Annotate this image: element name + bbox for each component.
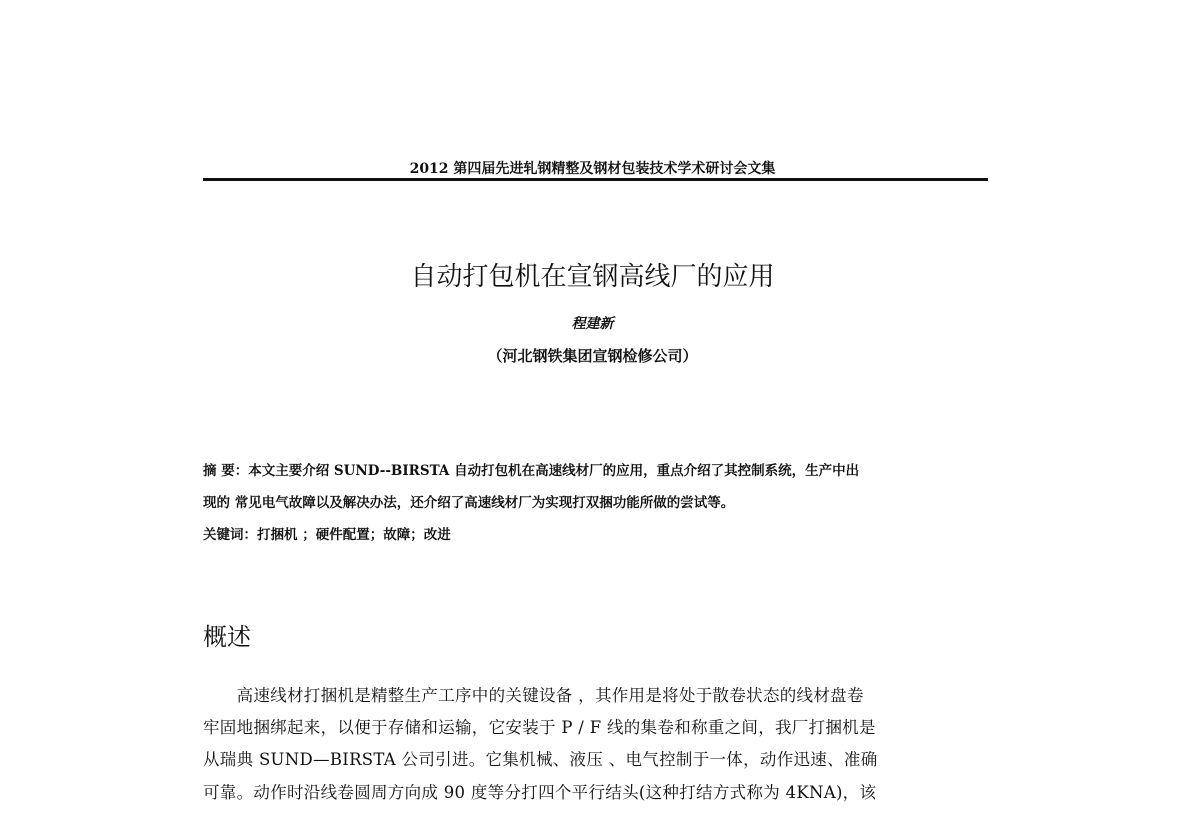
abstract-text: 本文主要介绍 SUND--BIRSTA 自动打包机在高速线材厂的应用，重点介绍了其控制系统，生产中出 (248, 463, 860, 479)
keywords (203, 523, 451, 543)
keywords-label: 关键词： (203, 527, 257, 543)
author: 程建新 (571, 316, 614, 332)
abstract-line-1 (203, 459, 859, 479)
header-rule (203, 178, 988, 181)
keywords-text: 打捆机 ；硬件配置；故障；改进 (257, 527, 451, 543)
body-line: 从瑞典 SUND—BIRSTA 公司引进。它集机械、液压 、电气控制于一体，动作迅速、准确 (203, 750, 878, 769)
abstract-label: 摘 要： (203, 463, 249, 479)
body-line: 高速线材打捆机是精整生产工序中的关键设备 ，其作用是将处于散卷状态的线材盘卷 (203, 686, 864, 705)
affiliation: （河北钢铁集团宣钢检修公司） (487, 347, 698, 365)
paper-title: 自动打包机在宣钢高线厂的应用 (410, 262, 775, 292)
abstract-line-2: 现的 常见电气故障以及解决办法，还介绍了高速线材厂为实现打双捆功能所做的尝试等。 (203, 495, 735, 511)
body-line: 可靠。动作时沿线卷圆周方向成 90 度等分打四个平行结头(这种打结方式称为 4KNA)，该 (203, 783, 877, 802)
section-heading: 概述 (203, 623, 251, 651)
running-header: 2012 第四届先进轧钢精整及钢材包装技术学术研讨会文集 (409, 161, 776, 177)
body-line: 牢固地捆绑起来，以便于存储和运输，它安装于 P / F 线的集卷和称重之间，我厂打捆机是 (203, 718, 876, 737)
